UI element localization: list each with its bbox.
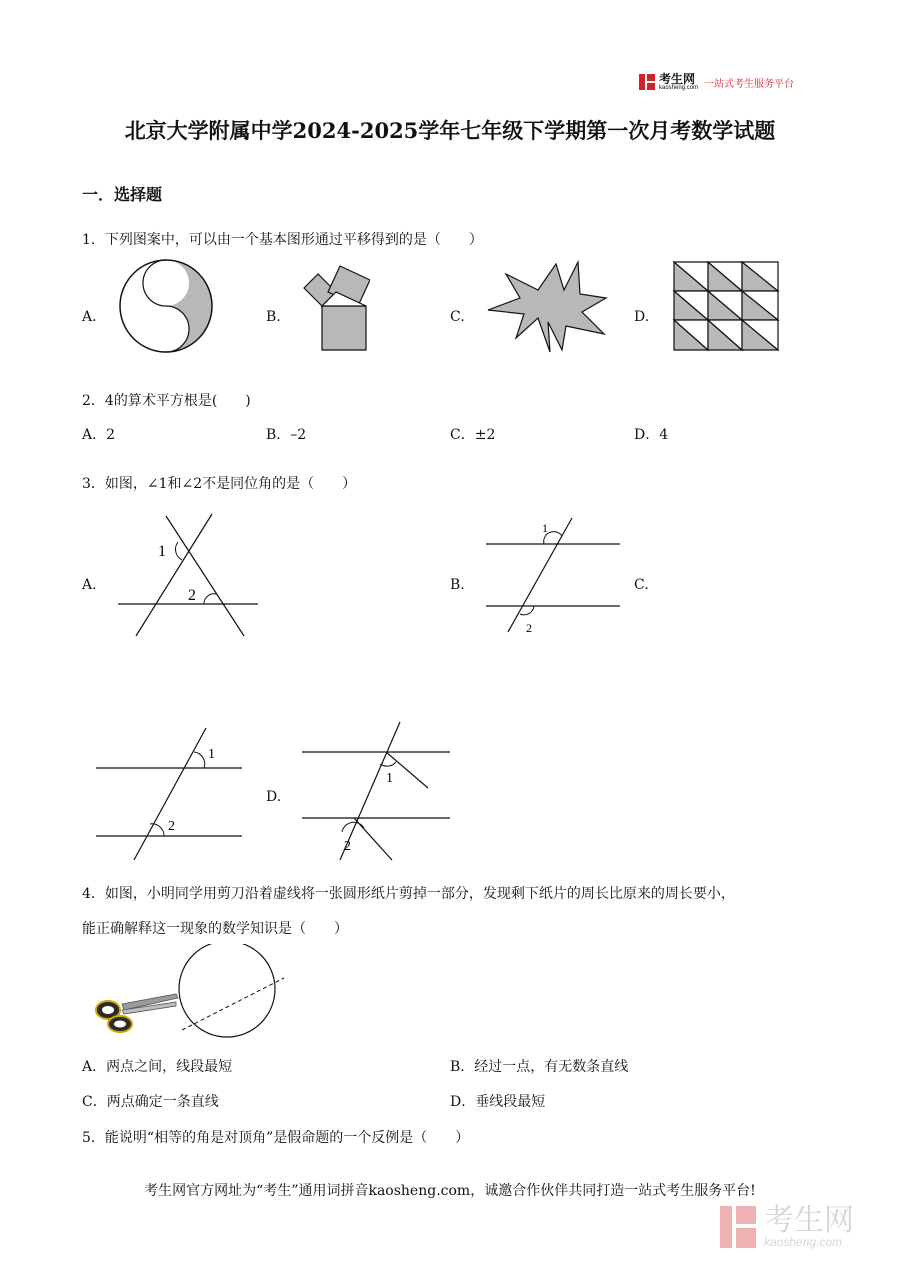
section-heading: 一．选择题 [82, 185, 163, 204]
watermark-domain: kaosheng.com [764, 1235, 843, 1249]
q4-option-c: C．两点确定一条直线 [82, 1094, 219, 1110]
q3-option-a-label: A. [82, 577, 97, 593]
q3-figure-c [94, 724, 244, 864]
watermark-icon [718, 1204, 758, 1250]
q4-option-b: B．经过一点，有无数条直线 [450, 1059, 629, 1075]
q4-stem-line2: 能正确解释这一现象的数学知识是（ ） [82, 921, 348, 937]
q2-option-c: C．±2 [450, 427, 496, 443]
q3a-angle-2: 2 [188, 587, 196, 604]
q3b-angle-1: 1 [542, 521, 548, 535]
q1-figure-a-yinyang [118, 258, 214, 354]
q1-stem: 1．下列图案中，可以由一个基本图形通过平移得到的是（ ） [82, 232, 483, 248]
q3-figure-d [300, 720, 452, 864]
q3c-angle-2: 2 [168, 819, 175, 834]
scissors-icon [96, 994, 178, 1032]
q3-figure-a [116, 512, 260, 638]
q3d-angle-1: 1 [386, 771, 393, 786]
logo-name: 考生网 [659, 72, 696, 86]
q1-option-d-label: D. [634, 309, 650, 325]
logo-icon [638, 73, 656, 91]
q3-option-c-label: C. [634, 577, 649, 593]
page-title: 北京大学附属中学2024-2025学年七年级下学期第一次月考数学试题 [124, 118, 776, 143]
q1-figure-c-starburst [486, 260, 608, 354]
q2-stem: 2．4的算术平方根是( ) [82, 393, 251, 409]
q3-option-d-label: D. [266, 789, 282, 805]
q1-option-c-label: C. [450, 309, 465, 325]
footer-text: 考生网官方网址为“考生”通用词拼音kaosheng.com，诚邀合作伙伴共同打造一站式考生服务平台! [144, 1183, 756, 1199]
q2-option-b: B．–2 [266, 427, 307, 443]
watermark-name: 考生网 [764, 1204, 854, 1237]
q4-option-d: D．垂线段最短 [450, 1094, 546, 1110]
q3a-angle-1: 1 [158, 543, 166, 560]
q4-figure-scissors-circle [92, 944, 288, 1038]
q3d-angle-2: 2 [344, 839, 351, 854]
q1-figure-b-squares [300, 258, 370, 354]
q4-stem-line1: 4．如图，小明同学用剪刀沿着虚线将一张圆形纸片剪掉一部分，发现剩下纸片的周长比原来的周长要小， [82, 886, 735, 902]
q1-figure-d-triangles [672, 260, 780, 352]
q3b-angle-2: 2 [526, 621, 532, 635]
q1-option-b-label: B. [266, 309, 281, 325]
q2-option-d: D．4 [634, 427, 669, 443]
header-logo [638, 73, 794, 91]
header-slogan: 一站式考生服务平台 [704, 78, 795, 90]
q2-option-a: A．2 [82, 427, 116, 443]
logo-domain: kaosheng.com [659, 85, 699, 91]
q5-stem: 5．能说明“相等的角是对顶角”是假命题的一个反例是（ ） [82, 1130, 470, 1146]
watermark-logo [718, 1204, 854, 1250]
q1-option-a-label: A. [82, 309, 97, 325]
q3-stem: 3．如图，∠1和∠2不是同位角的是（ ） [82, 476, 357, 492]
q3c-angle-1: 1 [208, 747, 215, 762]
q4-option-a: A．两点之间，线段最短 [82, 1059, 233, 1075]
q3-figure-b [482, 514, 622, 636]
q3-option-b-label: B. [450, 577, 465, 593]
